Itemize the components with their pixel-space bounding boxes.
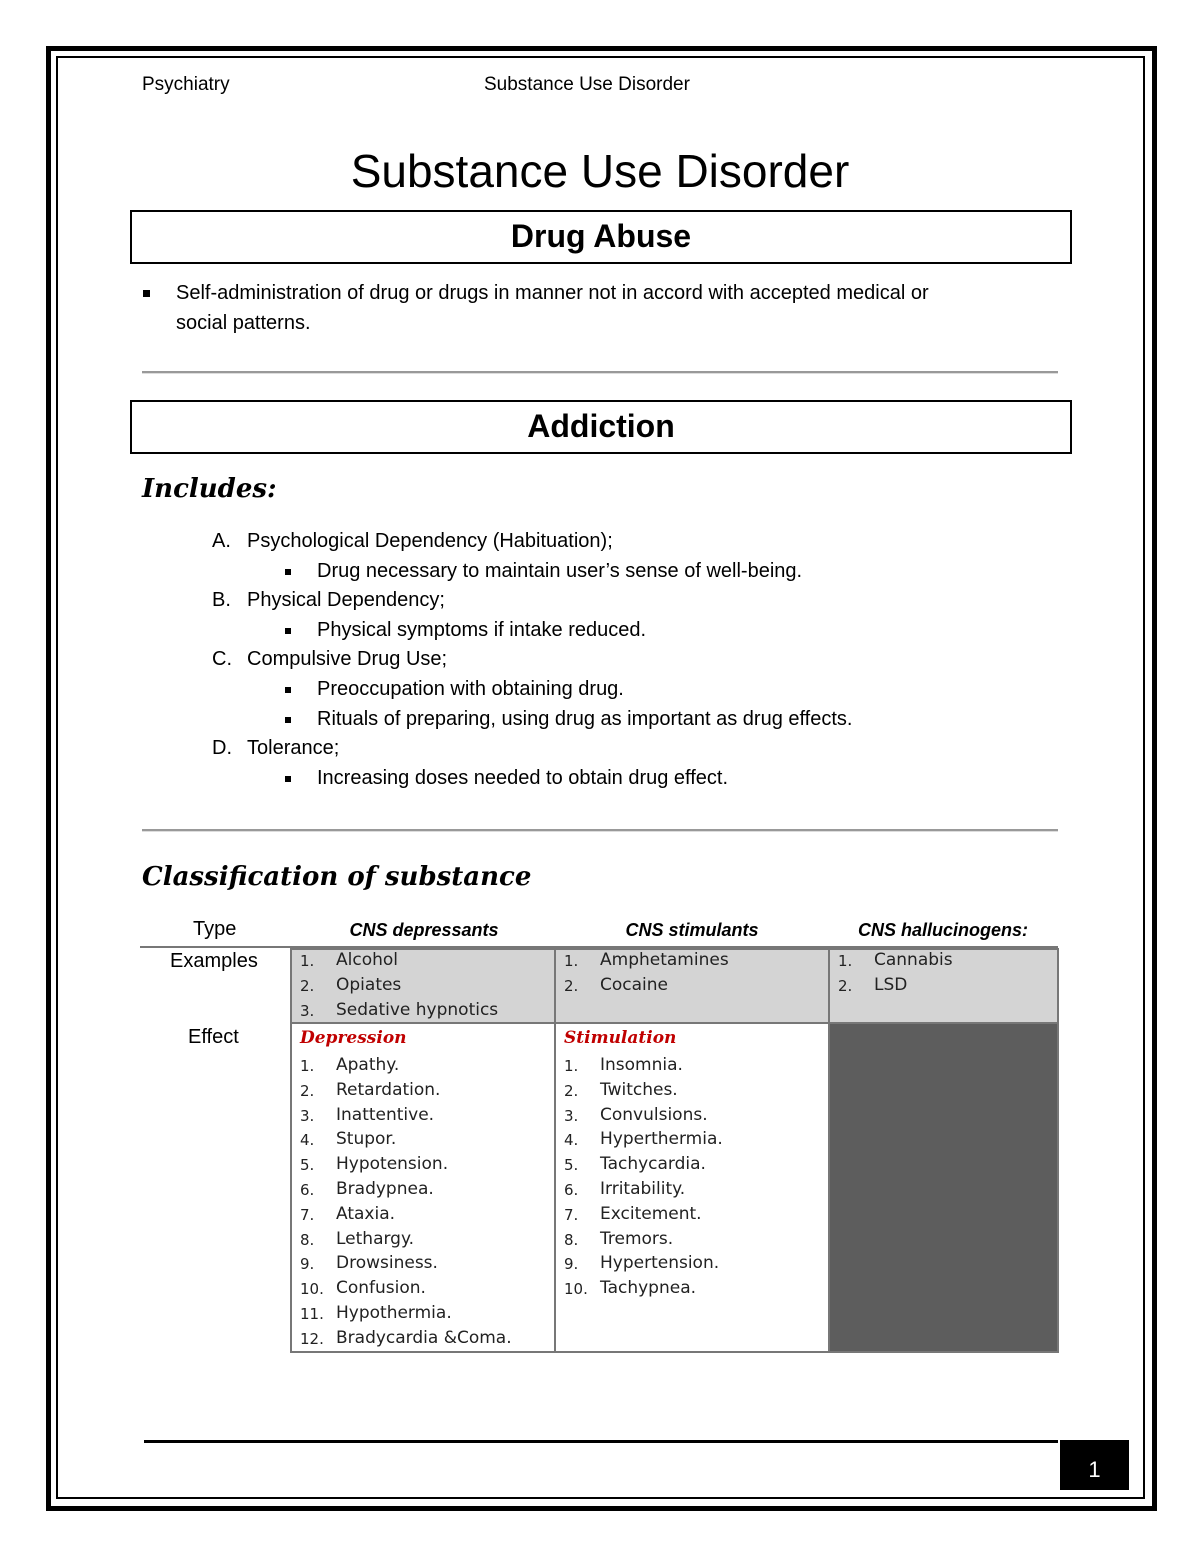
effect-item: Insomnia. [600,1055,683,1075]
effect-item: Tachycardia. [600,1154,706,1175]
effect-heading: Stimulation [564,1028,677,1048]
effect-item: Excitement. [600,1203,702,1224]
effect-item: Bradypnea. [336,1179,434,1199]
example-item: LSD [874,975,908,995]
table-type-label: Type [193,918,237,940]
divider [142,371,1058,373]
cell-effect-hallucinogens [828,1022,1059,1353]
example-number: 1. [300,952,315,970]
page-number: 1 [1060,1440,1129,1490]
example-number: 1. [838,952,853,970]
effect-number: 1. [300,1057,315,1075]
example-number: 1. [564,952,579,970]
drug-abuse-definition-line2: social patterns. [176,312,311,334]
bullet-square-icon [143,290,150,297]
example-number: 2. [838,977,853,995]
classification-heading: Classification of substance [142,862,532,892]
list-item-letter: B. [212,589,231,612]
col-header-hallucinogens: CNS hallucinogens: [857,920,1028,940]
header-center: Substance Use Disorder [484,74,690,95]
effect-item: Apathy. [336,1055,400,1075]
effect-heading: Depression [300,1028,407,1048]
effect-number: 4. [300,1131,315,1150]
list-item-letter: C. [212,648,232,671]
example-item: Sedative hypnotics [336,1000,499,1020]
effect-number: 5. [300,1156,315,1175]
list-item-label: Compulsive Drug Use; [247,648,448,671]
example-number: 2. [564,977,579,995]
effect-item: Confusion. [336,1278,426,1299]
list-item-detail: Increasing doses needed to obtain drug effect. [317,766,729,789]
example-number: 3. [300,1002,315,1020]
row-label-effect: Effect [188,1026,239,1048]
effect-number: 6. [564,1181,579,1199]
bullet-square-icon [285,776,291,782]
effect-number: 10. [300,1280,324,1299]
divider [142,829,1058,831]
effect-number: 11. [300,1305,324,1323]
list-item-detail: Rituals of preparing, using drug as important as drug effects. [317,707,853,730]
list-item-letter: A. [212,530,231,552]
example-item: Opiates [336,975,402,995]
list-item-letter: D. [212,737,232,760]
effect-number: 3. [300,1106,315,1125]
list-item-detail: Physical symptoms if intake reduced. [317,618,647,641]
col-header-depressants: CNS depressants [349,920,499,940]
effect-number: 8. [300,1230,315,1249]
effect-number: 1. [564,1057,579,1075]
effect-item: Retardation. [336,1079,441,1100]
effect-number: 12. [300,1329,324,1348]
effect-number: 9. [300,1255,315,1274]
effect-item: Inattentive. [336,1104,435,1125]
effect-number: 2. [564,1081,579,1100]
effect-item: Drowsiness. [336,1253,438,1274]
effect-number: 7. [564,1205,579,1224]
cell-effect-stimulants [554,1022,830,1353]
effect-number: 9. [564,1255,579,1274]
effect-item: Lethargy. [336,1228,415,1249]
effect-item: Hypertension. [600,1253,720,1274]
effect-item: Convulsions. [600,1104,708,1125]
effect-number: 5. [564,1156,579,1175]
bullet-square-icon [285,628,291,634]
effect-item: Ataxia. [336,1203,396,1224]
col-header-stimulants: CNS stimulants [625,920,759,940]
effect-number: 6. [300,1181,315,1199]
example-item: Alcohol [336,950,398,970]
list-item-detail: Drug necessary to maintain user’s sense of well-being. [317,559,803,582]
effect-number: 2. [300,1081,315,1100]
page-title: Substance Use Disorder [350,145,850,197]
row-label-examples: Examples [170,950,258,972]
list-item-label: Physical Dependency; [247,589,445,612]
example-item: Amphetamines [600,950,729,970]
list-item-label: Tolerance; [247,737,340,760]
effect-number: 4. [564,1131,579,1150]
effect-item: Tachypnea. [600,1278,697,1299]
effect-item: Bradycardia &Coma. [336,1327,512,1348]
effect-item: Hypotension. [336,1154,449,1175]
drug-abuse-definition-line1: Self-administration of drug or drugs in manner not in accord with accepted medical or [176,282,929,304]
effect-item: Irritability. [600,1179,686,1199]
addiction-heading: Addiction [130,400,1072,454]
example-item: Cannabis [874,950,953,970]
includes-heading: Includes: [142,474,277,504]
bullet-square-icon [285,687,291,693]
effect-item: Hypothermia. [336,1303,452,1323]
header-left: Psychiatry [142,74,230,95]
effect-item: Tremors. [600,1228,674,1249]
effect-item: Twitches. [600,1079,678,1100]
example-item: Cocaine [600,975,668,995]
bullet-square-icon [285,717,291,723]
effect-item: Hyperthermia. [600,1129,723,1150]
bullet-square-icon [285,569,291,575]
effect-number: 7. [300,1205,315,1224]
effect-number: 8. [564,1230,579,1249]
effect-item: Stupor. [336,1129,397,1150]
drug-abuse-heading: Drug Abuse [130,210,1072,264]
effect-number: 10. [564,1280,588,1299]
footer-rule [144,1440,1058,1443]
list-item-detail: Preoccupation with obtaining drug. [317,678,624,700]
effect-number: 3. [564,1106,579,1125]
example-number: 2. [300,977,315,995]
list-item-label: Psychological Dependency (Habituation); [247,530,613,552]
